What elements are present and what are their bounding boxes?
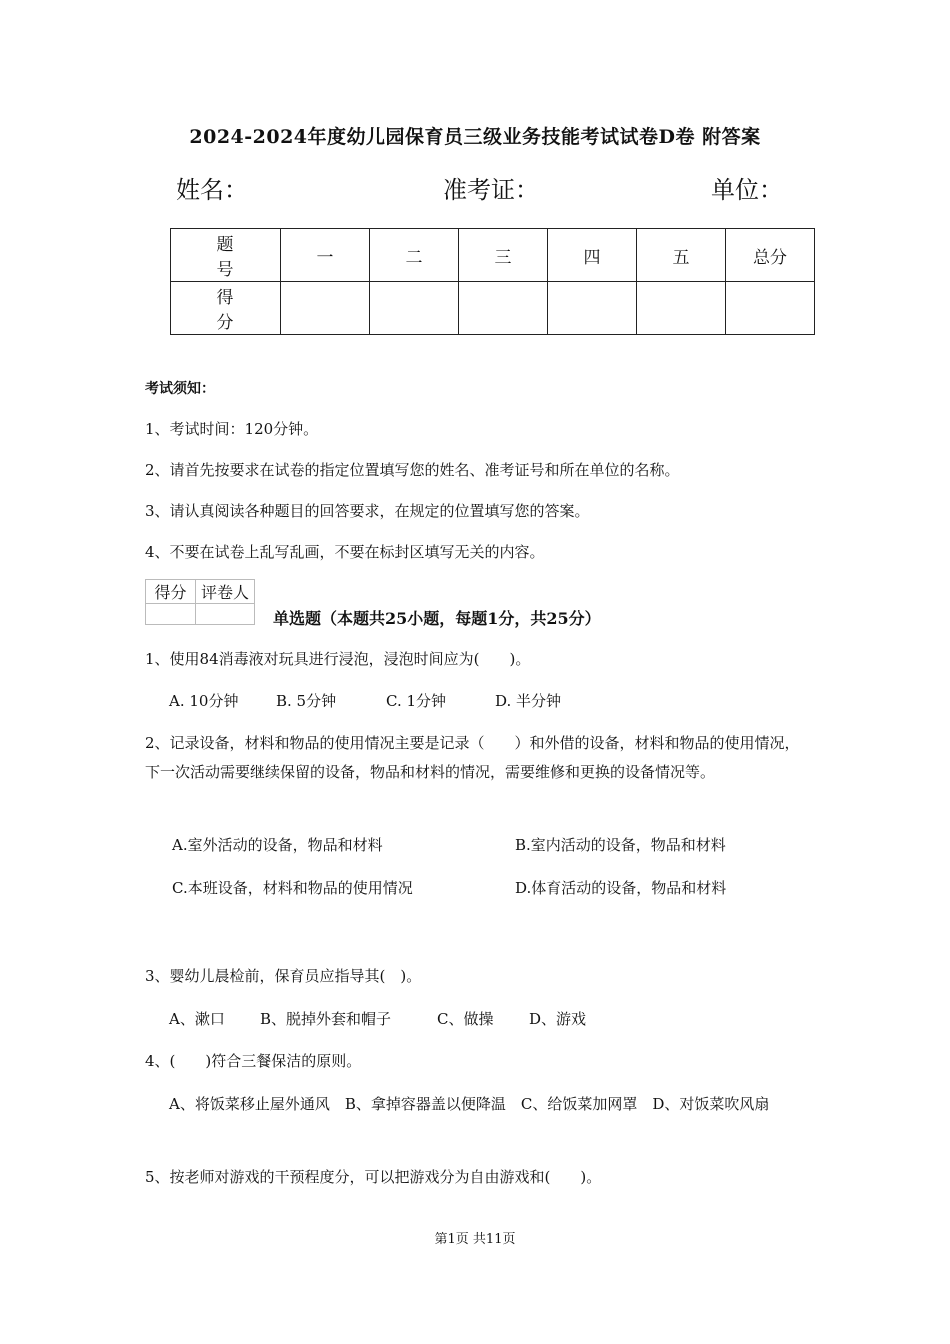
q1-option-a[interactable]: A. 10分钟	[169, 692, 239, 710]
score-row-label: 得 分	[171, 282, 281, 335]
header-cell-number: 题 号	[171, 229, 281, 282]
notice-item-3: 3、请认真阅读各种题目的回答要求，在规定的位置填写您的答案。	[145, 502, 590, 520]
exam-title: 2024-2024年度幼儿园保育员三级业务技能考试试卷D卷 附答案	[189, 126, 761, 148]
score-cell-4[interactable]	[548, 282, 637, 335]
notice-item-1: 1、考试时间：120分钟。	[145, 420, 319, 438]
q3-option-a[interactable]: A、漱口	[169, 1010, 225, 1028]
q2-option-a[interactable]: A.室外活动的设备，物品和材料	[172, 836, 383, 854]
name-label: 姓名：	[176, 176, 248, 204]
q2-option-d[interactable]: D.体育活动的设备，物品和材料	[515, 879, 727, 897]
header-cell-2: 二	[370, 229, 459, 282]
q3-option-d[interactable]: D、游戏	[529, 1010, 587, 1028]
unit-label: 单位：	[711, 176, 783, 204]
header-cell-1: 一	[281, 229, 370, 282]
score-cell-5[interactable]	[637, 282, 726, 335]
q1-option-d[interactable]: D. 半分钟	[495, 692, 562, 710]
q4-options[interactable]: A、将饭菜移止屋外通风 B、拿掉容器盖以便降温 C、给饭菜加网罩 D、对饭菜吹风扇	[169, 1095, 770, 1113]
q1-option-b[interactable]: B. 5分钟	[276, 692, 337, 710]
score-table	[170, 228, 815, 335]
q3-stem: 3、婴幼儿晨检前，保育员应指导其( )。	[145, 967, 422, 985]
q2-option-c[interactable]: C.本班设备，材料和物品的使用情况	[172, 879, 413, 897]
header-cell-5: 五	[637, 229, 726, 282]
header-cell-4: 四	[548, 229, 637, 282]
q1-option-c[interactable]: C. 1分钟	[386, 692, 447, 710]
q3-option-b[interactable]: B、脱掉外套和帽子	[260, 1010, 392, 1028]
grader-name-cell[interactable]	[196, 604, 255, 625]
section-title: 单选题（本题共25小题，每题1分，共25分）	[273, 609, 601, 628]
score-cell-3[interactable]	[459, 282, 548, 335]
grader-name-label: 评卷人	[196, 580, 255, 604]
score-cell-2[interactable]	[370, 282, 459, 335]
notice-title: 考试须知：	[145, 381, 215, 397]
q2-option-b[interactable]: B.室内活动的设备，物品和材料	[515, 836, 726, 854]
exam-number-label: 准考证：	[443, 176, 539, 204]
notice-item-4: 4、不要在试卷上乱写乱画，不要在标封区填写无关的内容。	[145, 543, 545, 561]
grader-box	[145, 579, 255, 625]
q1-stem: 1、使用84消毒液对玩具进行浸泡，浸泡时间应为( )。	[145, 650, 531, 668]
q5-stem: 5、按老师对游戏的干预程度分，可以把游戏分为自由游戏和( )。	[145, 1168, 602, 1186]
q2-stem: 2、记录设备，材料和物品的使用情况主要是记录（ ）和外借的设备，材料和物品的使用情况，下一次活动需要继续保留的设备，物品和材料的情况，需要维修和更换的设备情况等。	[145, 734, 800, 781]
score-cell-total[interactable]	[726, 282, 815, 335]
header-cell-total: 总分	[726, 229, 815, 282]
q4-stem: 4、( )符合三餐保洁的原则。	[145, 1052, 362, 1070]
grader-score-label: 得分	[146, 580, 196, 604]
score-table-header-row	[171, 229, 815, 282]
grader-score-cell[interactable]	[146, 604, 196, 625]
header-cell-3: 三	[459, 229, 548, 282]
q3-option-c[interactable]: C、做操	[437, 1010, 494, 1028]
score-table-score-row	[171, 282, 815, 335]
notice-item-2: 2、请首先按要求在试卷的指定位置填写您的姓名、准考证号和所在单位的名称。	[145, 461, 680, 479]
page-footer: 第1页 共11页	[434, 1232, 516, 1247]
